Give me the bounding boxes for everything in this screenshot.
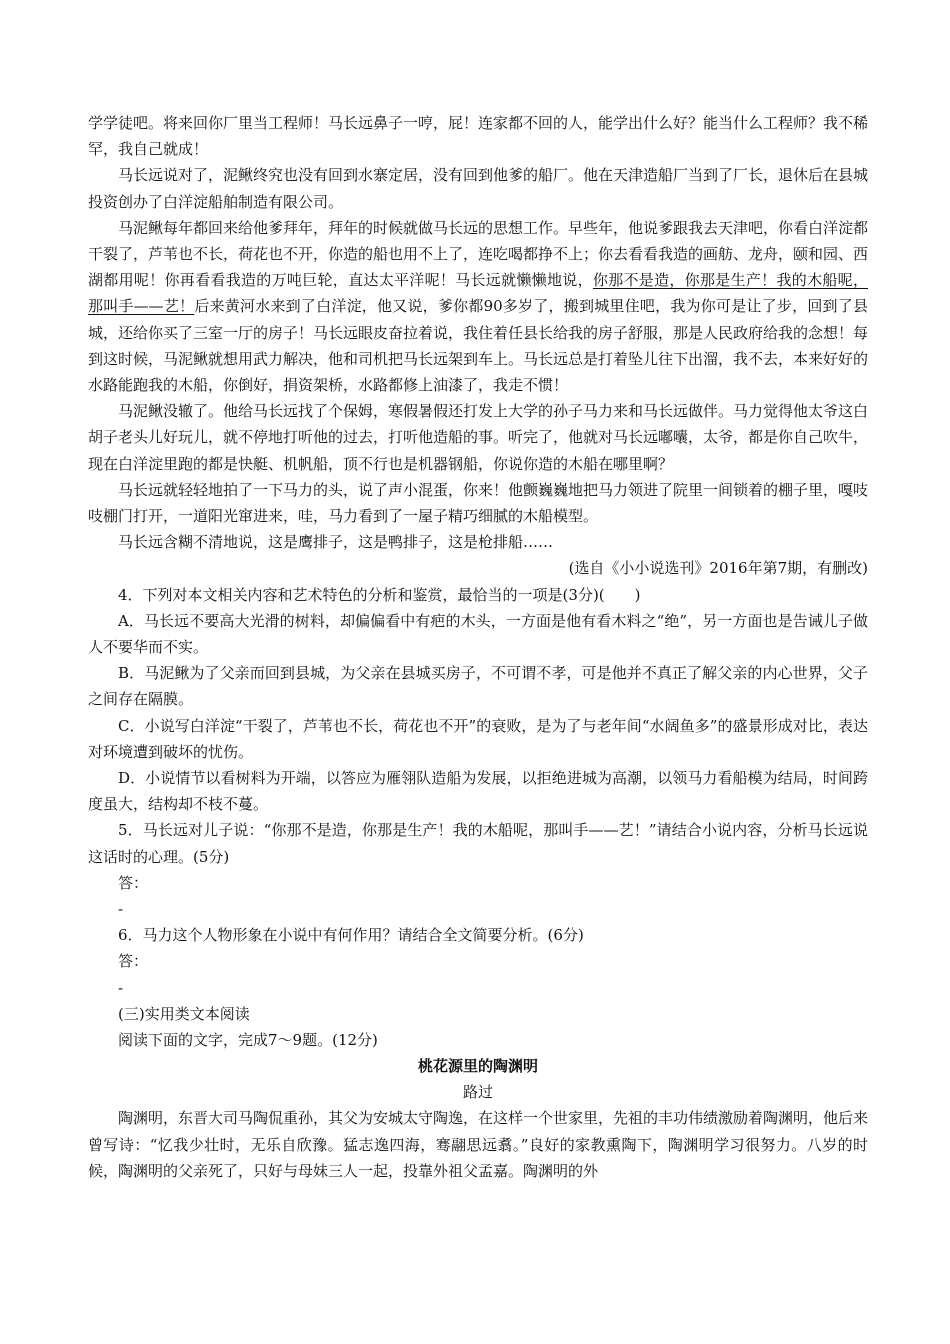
story-paragraph-2 xyxy=(88,215,868,398)
story-paragraph-0: 学学徒吧。将来回你厂里当工程师！马长远鼻子一哼，屁！连家都不回的人，能学出什么好？能当什么工程师？我不稀罕，我自己就成！ xyxy=(88,114,869,159)
story-paragraph-2-text-b: 后来黄河水来到了白洋淀，他又说，爹你都90多岁了，搬到城里住吧，我为你可是让了步，回到了县城，还给你买了三室一厅的房子！马长远眼皮奋拉着说，我住着任县长给我的房子舒服，那是人民政府给我的念想！每到这时候，马泥鳅就想用武力解决，他和司机把马长远架到车上。马长远总是打着坠儿往下出溜，我不去，本来好好的水路能跑我的木船，你倒好，捐资架桥，水路都修上油漆了，我走不惯！ xyxy=(88,297,869,395)
question-5: 5．马长远对儿子说：“你那不是造，你那是生产！我的木船呢，那叫手——艺！”请结合小说内容，分析马长远说这话时的心理。(5分) xyxy=(88,821,868,866)
section-instruction: 阅读下面的文字，完成7～9题。(12分) xyxy=(118,1030,378,1049)
article-paragraph-1: 陶渊明，东晋大司马陶侃重孙，其父为安城太守陶逸，在这样一个世家里，先祖的丰功伟绩激励着陶渊明，他后来曾写诗：“忆我少壮时，无乐自欣豫。猛志逸四海，骞翮思远翥。”良好的家教熏陶下，陶渊明学习很努力。八岁的时候，陶渊明的父亲死了，只好与母妹三人一起，投靠外祖父孟嘉。陶渊明的外 xyxy=(88,1109,869,1180)
story-paragraph-3: 马泥鳅没辙了。他给马长远找了个保姆，寒假暑假还打发上大学的孙子马力来和马长远做伴。马力觉得他太爷这白胡子老头儿好玩儿，就不停地打听他的过去，打听他造船的事。听完了，他就对马长远嘟囔，太爷，都是你自己吹牛，现在白洋淀里跑的都是快艇、机帆船，顶不行也是机器钢船，你说你造的木船在哪里啊？ xyxy=(88,402,869,473)
question-6: 6．马力这个人物形象在小说中有何作用？请结合全文简要分析。(6分) xyxy=(118,926,584,945)
source-citation: (选自《小小说选刊》2016年第7期，有删改) xyxy=(568,559,868,578)
story-paragraph-1: 马长远说对了，泥鳅终究也没有回到水寨定居，没有回到他爹的船厂。他在天津造船厂当到了厂长，退休后在县城投资创办了白洋淀船舶制造有限公司。 xyxy=(88,166,869,211)
question-5-answer-line: - xyxy=(118,900,124,919)
document-page xyxy=(88,110,868,1184)
question-4: 4．下列对本文相关内容和艺术特色的分析和鉴赏，最恰当的一项是(3分)( ) xyxy=(118,585,641,604)
story-paragraph-2-text-a: 马泥鳅每年都回来给他爹拜年，拜年的时候就做马长远的思想工作。早些年，他说爹跟我去天津吧，你看白洋淀都干裂了，芦苇也不长，荷花也不开，你造的船也用不上了，连吃喝都挣不上；你去看看我造的画舫、龙舟，颐和园、西湖都用呢！你再看看我造的万吨巨轮，直达太平洋呢！马长远就懒懒地说， xyxy=(88,218,869,290)
underlined-quote: 你那不是造，你那是生产！我的木船呢，那叫手——艺！ xyxy=(88,271,868,316)
question-4-option-a: A．马长远不要高大光滑的树料，却偏偏看中有疤的木头，一方面是他有看木料之“绝”，另一方面也是告诫儿子做人不要华而不实。 xyxy=(88,611,868,657)
question-4-option-c: C．小说写白洋淀“干裂了，芦苇也不长，荷花也不开”的衰败，是为了与老年间“水阔鱼多”的盛景形成对比，表达对环境遭到破坏的忧伤。 xyxy=(88,716,868,761)
article-author: 路过 xyxy=(462,1083,493,1102)
question-6-answer-line: - xyxy=(118,978,124,997)
story-paragraph-5: 马长远含糊不清地说，这是鹰排子，这是鸭排子，这是枪排船…… xyxy=(118,533,554,552)
question-4-option-b: B．马泥鳅为了父亲而回到县城，为父亲在县城买房子，不可谓不孝，可是他并不真正了解父亲的内心世界，父子之间存在隔膜。 xyxy=(88,664,868,709)
article-title: 桃花源里的陶渊明 xyxy=(417,1056,538,1075)
question-5-answer-label: 答： xyxy=(118,873,149,892)
story-paragraph-4: 马长远就轻轻地拍了一下马力的头，说了声小混蛋，你来！他颤巍巍地把马力领进了院里一间锁着的棚子里，嘎吱吱棚门打开，一道阳光窜进来，哇，马力看到了一屋子精巧细腻的木船模型。 xyxy=(88,480,869,526)
question-6-answer-label: 答： xyxy=(118,952,149,971)
question-4-option-d: D．小说情节以看树料为开端，以答应为雁翎队造船为发展，以拒绝进城为高潮，以领马力看船模为结局，时间跨度虽大，结构却不枝不蔓。 xyxy=(88,769,868,814)
section-heading: (三)实用类文本阅读 xyxy=(118,1004,250,1023)
